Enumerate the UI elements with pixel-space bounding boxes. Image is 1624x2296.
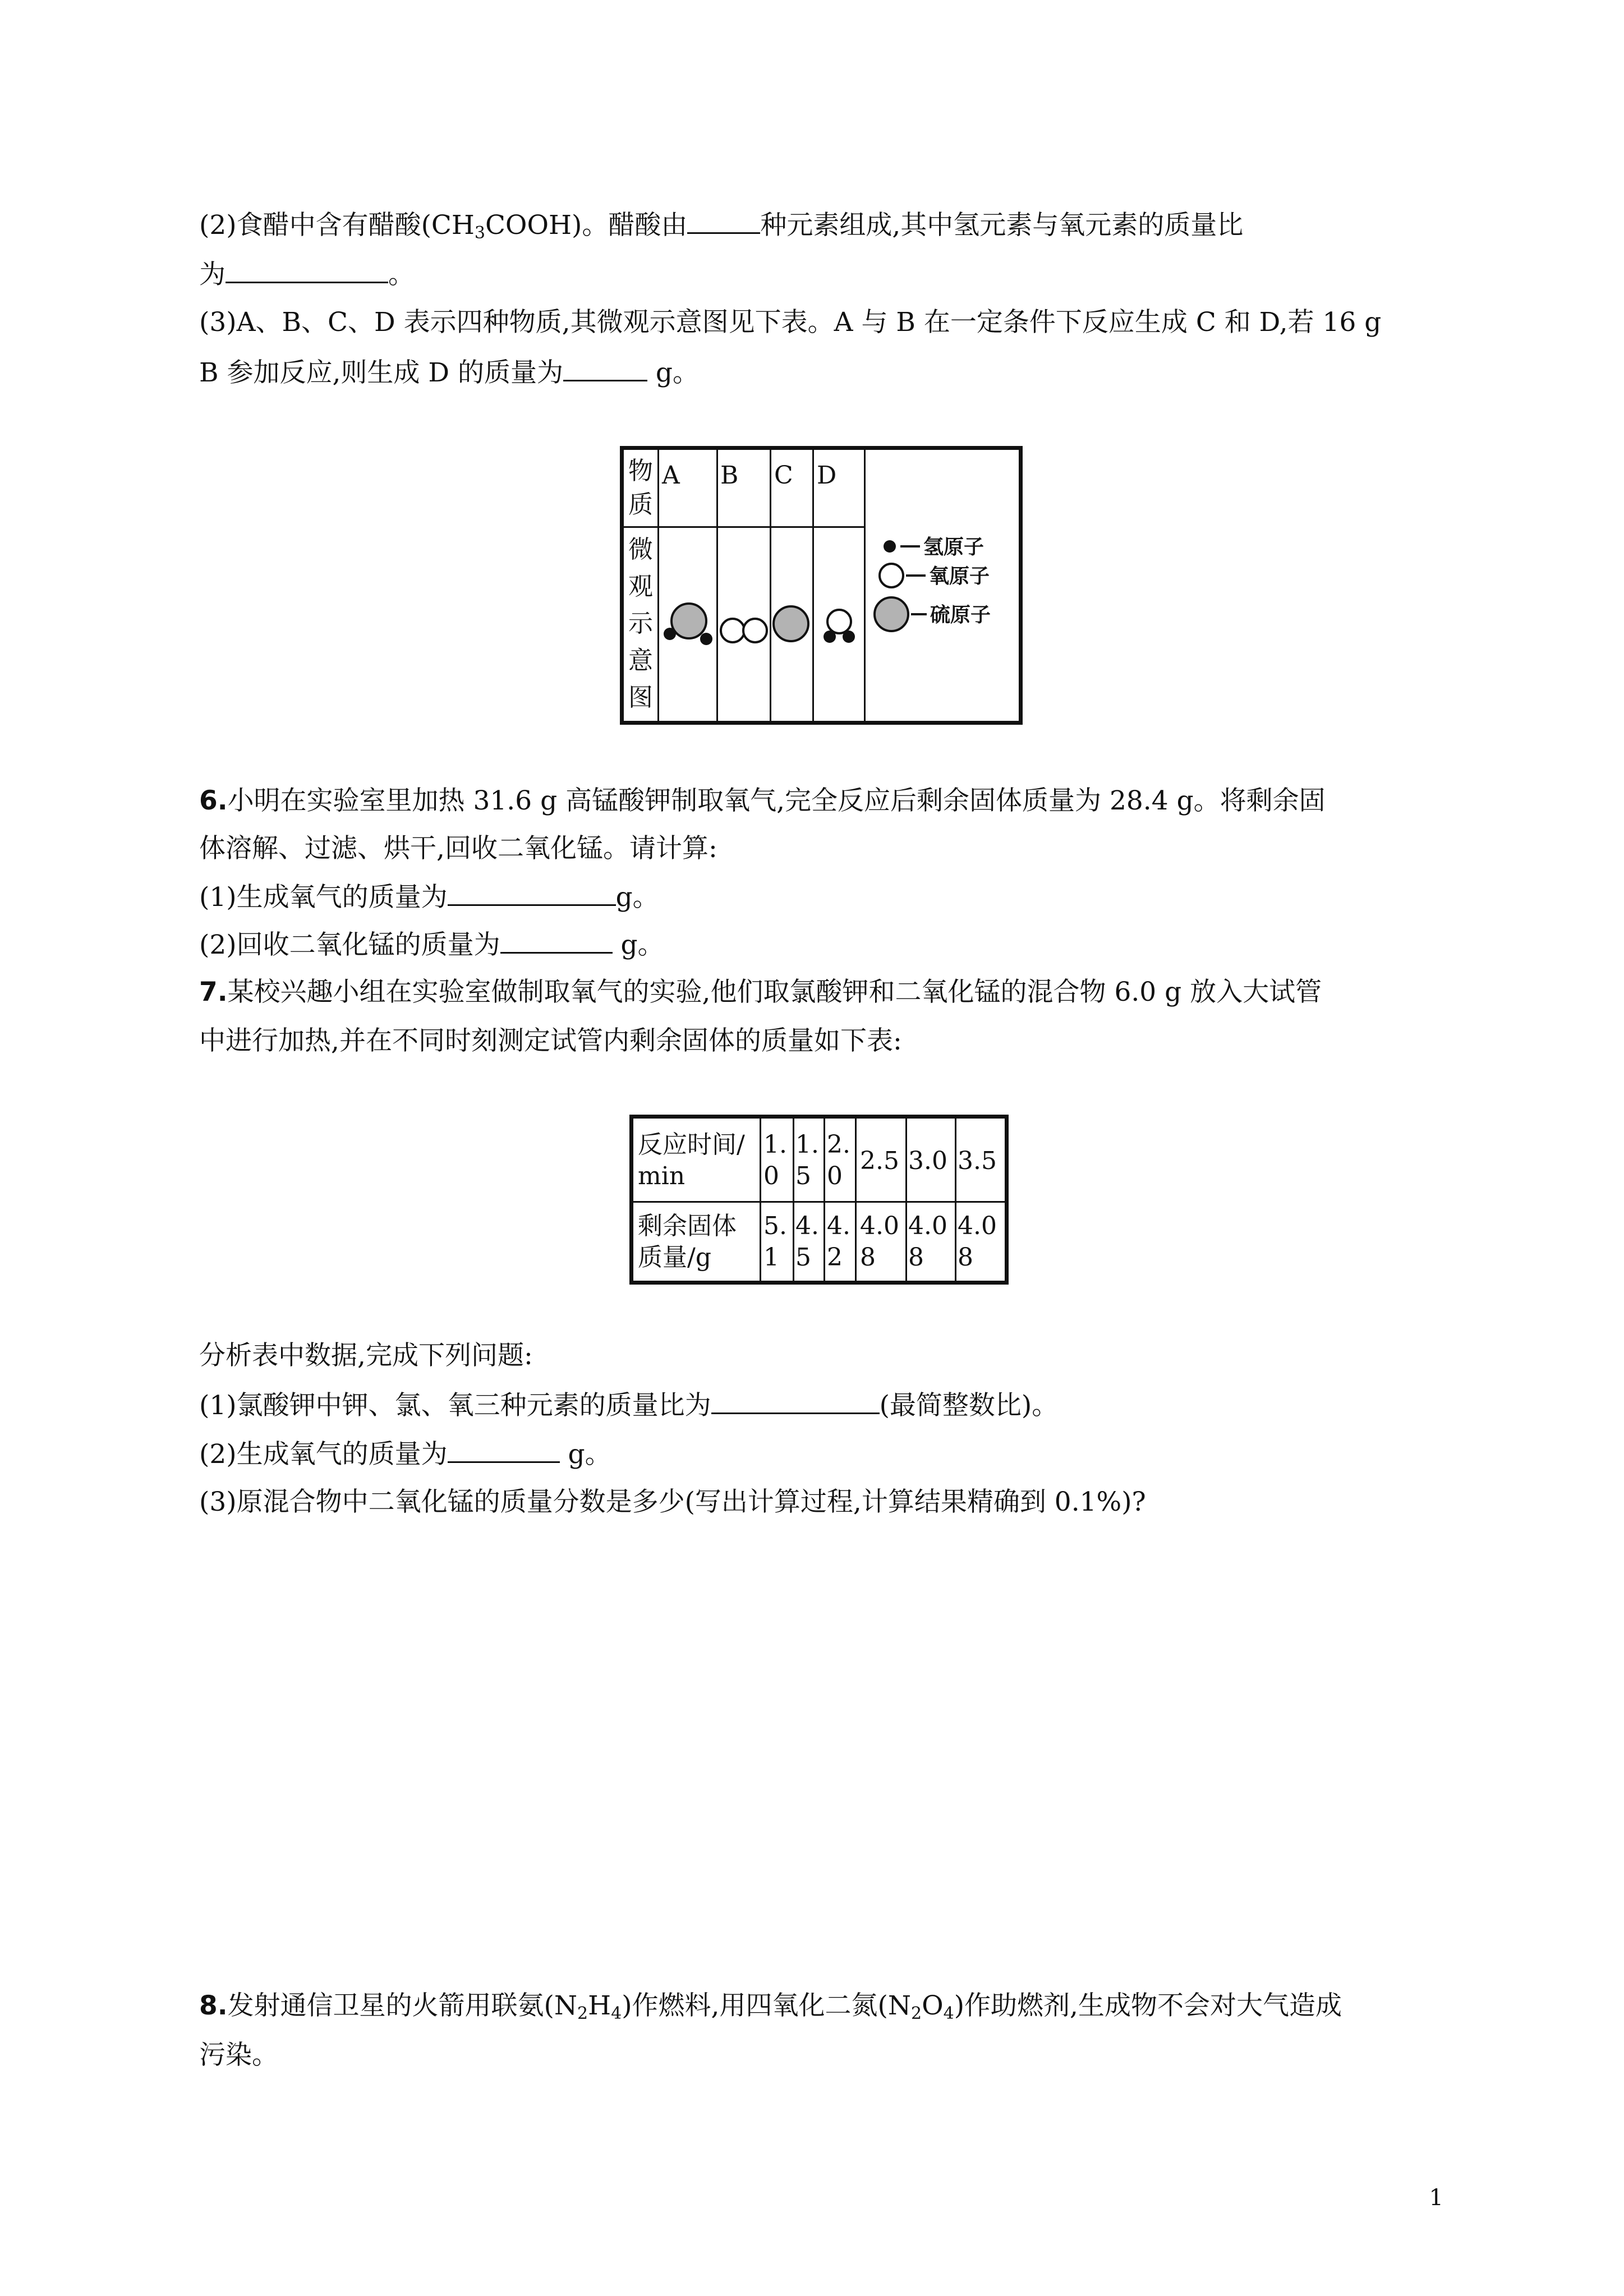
q5-part3-line2: B 参加反应,则生成 D 的质量为 g。	[199, 355, 699, 390]
table-cell: 3.0	[908, 1147, 947, 1175]
column-label-b: B	[720, 461, 739, 490]
row-header-substance: 物质	[628, 457, 653, 519]
q7-line2: 中进行加热,并在不同时刻测定试管内剩余固体的质量如下表:	[199, 1025, 902, 1056]
q7-sub2: (2)生成氧气的质量为 g。	[199, 1437, 611, 1471]
legend-hydrogen: 氢原子	[923, 536, 984, 559]
q6-sub2: (2)回收二氧化锰的质量为 g。	[199, 927, 664, 962]
q7-line1: 7.某校兴趣小组在实验室做制取氧气的实验,他们取氯酸钾和二氧化锰的混合物 6.0 g 放入大试管	[199, 977, 1322, 1007]
table-header-time: 反应时间/min	[638, 1130, 745, 1190]
answer-blank[interactable]	[500, 927, 613, 954]
q6-sub1: (1)生成氧气的质量为 g。	[199, 880, 659, 914]
answer-blank[interactable]	[448, 1437, 560, 1463]
table-header-mass: 剩余固体质量/g	[638, 1212, 737, 1272]
reaction-data-table	[629, 1115, 1009, 1285]
table-cell: 5.1	[763, 1212, 787, 1272]
table-cell: 4.2	[827, 1212, 850, 1272]
page-number: 1	[1429, 2185, 1443, 2211]
legend-sulfur: 硫原子	[930, 604, 991, 627]
table-cell: 4.08	[860, 1212, 899, 1272]
oxygen-atom-icon	[880, 564, 903, 587]
table-cell: 4.5	[795, 1212, 819, 1272]
molecule-b	[721, 619, 767, 642]
column-label-a: A	[662, 461, 680, 490]
q8-line1: 8.发射通信卫星的火箭用联氨$(N_2H_4)$作燃料,用四氧化二氮$(N_2O_4)$作助燃剂,生成物不会对大气造成	[199, 1990, 1342, 2023]
table-cell: 1.5	[795, 1130, 819, 1190]
column-label-c: C	[774, 461, 793, 490]
answer-blank[interactable]	[226, 257, 388, 283]
table-cell: 4.08	[958, 1212, 997, 1272]
legend-oxygen: 氧原子	[929, 565, 990, 588]
molecule-a	[664, 604, 712, 645]
q5-part3-line1: (3)A、B、C、D 表示四种物质,其微观示意图见下表。A 与 B 在一定条件下反应生成 C 和 D,若 16 g	[199, 307, 1382, 338]
q8-line2: 污染。	[199, 2040, 278, 2070]
q5-part2-line2: 为 。	[199, 257, 415, 292]
q6-line1: 6.小明在实验室里加热 31.6 g 高锰酸钾制取氧气,完全反应后剩余固体质量为 28.4 g。将剩余固	[199, 785, 1326, 816]
column-label-d: D	[817, 461, 837, 490]
micro-diagram-table	[620, 446, 1023, 725]
answer-blank[interactable]	[711, 1388, 880, 1414]
q6-line2: 体溶解、过滤、烘干,回收二氧化锰。请计算:	[199, 833, 717, 864]
table-cell: 1.0	[763, 1130, 787, 1190]
hydrogen-atom-icon	[884, 540, 896, 553]
answer-blank[interactable]	[563, 355, 647, 381]
molecule-d	[823, 610, 855, 643]
table-cell: 3.5	[958, 1147, 997, 1175]
table-cell: 4.08	[908, 1212, 947, 1272]
q7-sub3: (3)原混合物中二氧化锰的质量分数是多少(写出计算过程,计算结果精确到 0.1%)?	[199, 1487, 1146, 1517]
answer-blank[interactable]	[448, 880, 616, 906]
q7-analysis: 分析表中数据,完成下列问题:	[199, 1340, 533, 1371]
row-header-micro-diagram: 微观示意图	[628, 535, 653, 712]
answer-blank[interactable]	[687, 208, 760, 234]
sulfur-atom-icon	[875, 597, 908, 631]
q7-sub1: (1)氯酸钾中钾、氯、氧三种元素的质量比为 (最简整数比)。	[199, 1388, 1058, 1423]
molecule-c	[774, 606, 808, 641]
table-cell: 2.0	[827, 1130, 850, 1190]
table-cell: 2.5	[860, 1147, 899, 1175]
q5-part2-line1: (2)食醋中含有醋酸$(CH_3COOH)$。醋酸由 种元素组成,其中氢元素与氧元素的质量比	[199, 208, 1243, 242]
